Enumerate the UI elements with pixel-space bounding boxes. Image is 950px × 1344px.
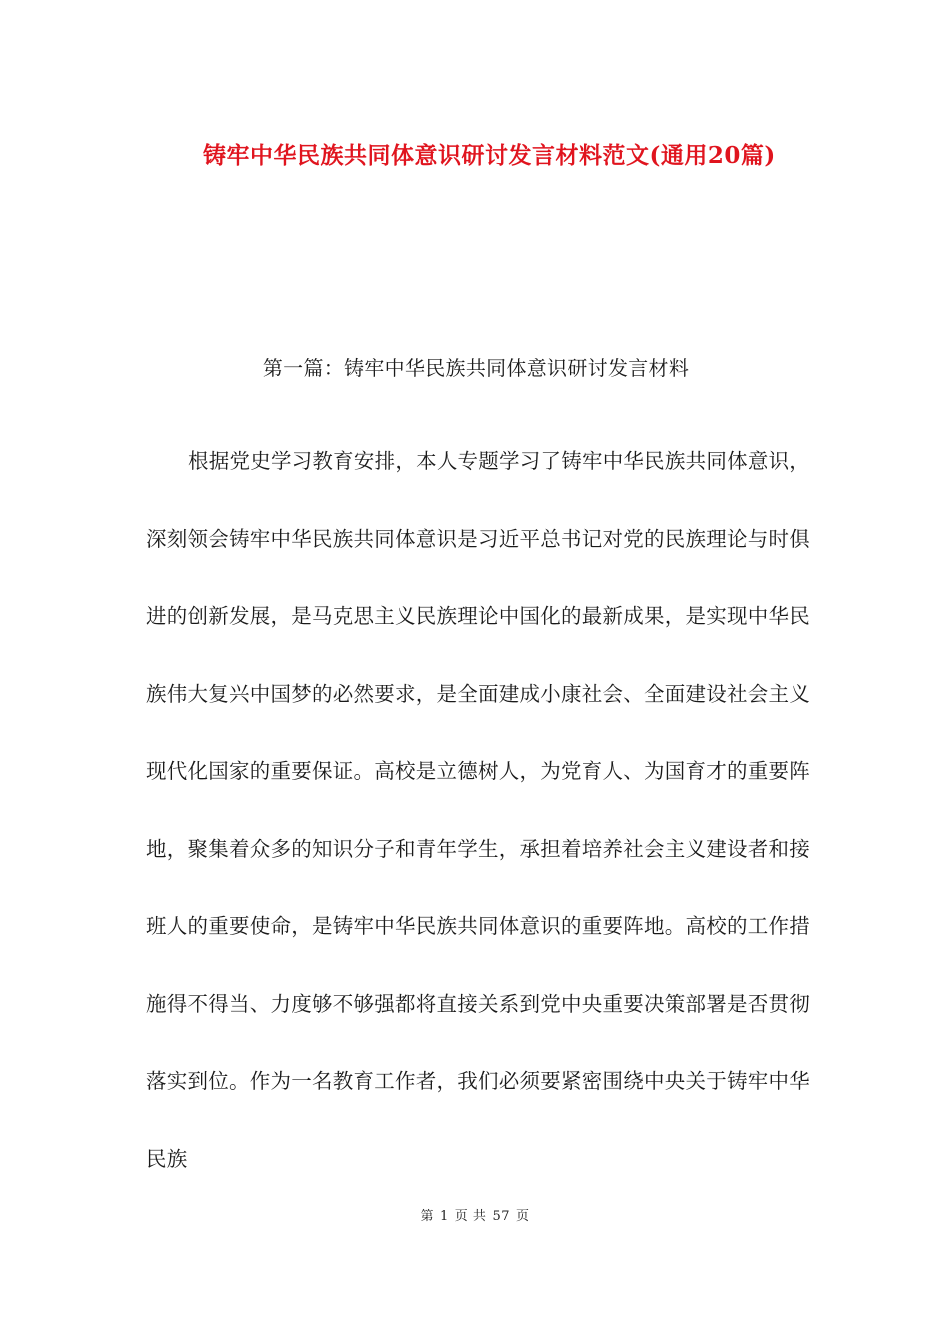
body-paragraph: 根据党史学习教育安排，本人专题学习了铸牢中华民族共同体意识，深刻领会铸牢中华民族共同体意识是习近平总书记对党的民族理论与时俱进的创新发展，是马克思主义民族理论中国化的最新成果，是实现中华民族伟大复兴中国梦的必然要求，是全面建成小康社会、全面建设社会主义现代化国家的重要保证。高校是立德树人，为党育人、为国育才的重要阵地，聚集着众多的知识分子和青年学生，承担着培养社会主义建设者和接班人的重要使命，是铸牢中华民族共同体意识的重要阵地。高校的工作措施得不得当、力度够不够强都将直接关系到党中央重要决策部署是否贯彻落实到位。作为一名教育工作者，我们必须要紧密围绕中央关于铸牢中华民族 <box>146 449 810 1171</box>
document-title: 铸牢中华民族共同体意识研讨发言材料范文(通用20篇) <box>203 142 776 169</box>
page-footer <box>0 1205 950 1224</box>
current-page-number: 1 <box>440 1209 449 1224</box>
footer-suffix: 页 <box>515 1209 530 1224</box>
section-heading: 第一篇：铸牢中华民族共同体意识研讨发言材料 <box>262 356 690 380</box>
total-page-count: 57 <box>492 1209 510 1224</box>
footer-prefix: 第 <box>420 1209 435 1224</box>
footer-middle: 页 共 <box>454 1209 487 1224</box>
